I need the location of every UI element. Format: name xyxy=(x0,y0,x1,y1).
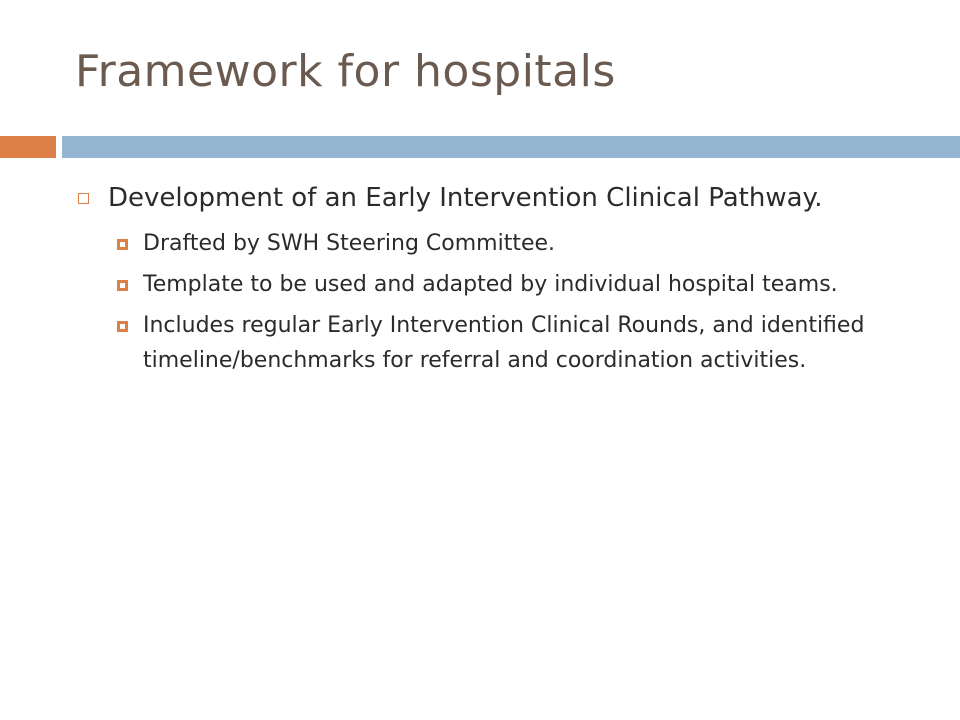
sub-bullet-list xyxy=(72,226,922,378)
sub-bullet-item xyxy=(72,267,922,302)
framed-square-bullet-icon xyxy=(117,321,128,332)
hollow-square-bullet-icon xyxy=(78,193,89,204)
slide-content xyxy=(72,178,922,384)
sub-bullet-text: Includes regular Early Intervention Clinical Rounds, and identified timeline/benchmarks for referral and coordination activities. xyxy=(143,313,865,373)
title-accent-bar xyxy=(0,136,56,158)
framed-square-bullet-icon xyxy=(117,280,128,291)
bullet-text: Development of an Early Intervention Clinical Pathway. xyxy=(108,183,823,213)
sub-bullet-item xyxy=(72,308,922,378)
sub-bullet-text: Template to be used and adapted by individual hospital teams. xyxy=(143,272,838,297)
sub-bullet-item xyxy=(72,226,922,261)
title-divider-bar xyxy=(62,136,960,158)
framed-square-bullet-icon xyxy=(117,239,128,250)
slide-title: Framework for hospitals xyxy=(75,46,616,97)
sub-bullet-text: Drafted by SWH Steering Committee. xyxy=(143,231,556,256)
bullet-item xyxy=(72,178,922,218)
